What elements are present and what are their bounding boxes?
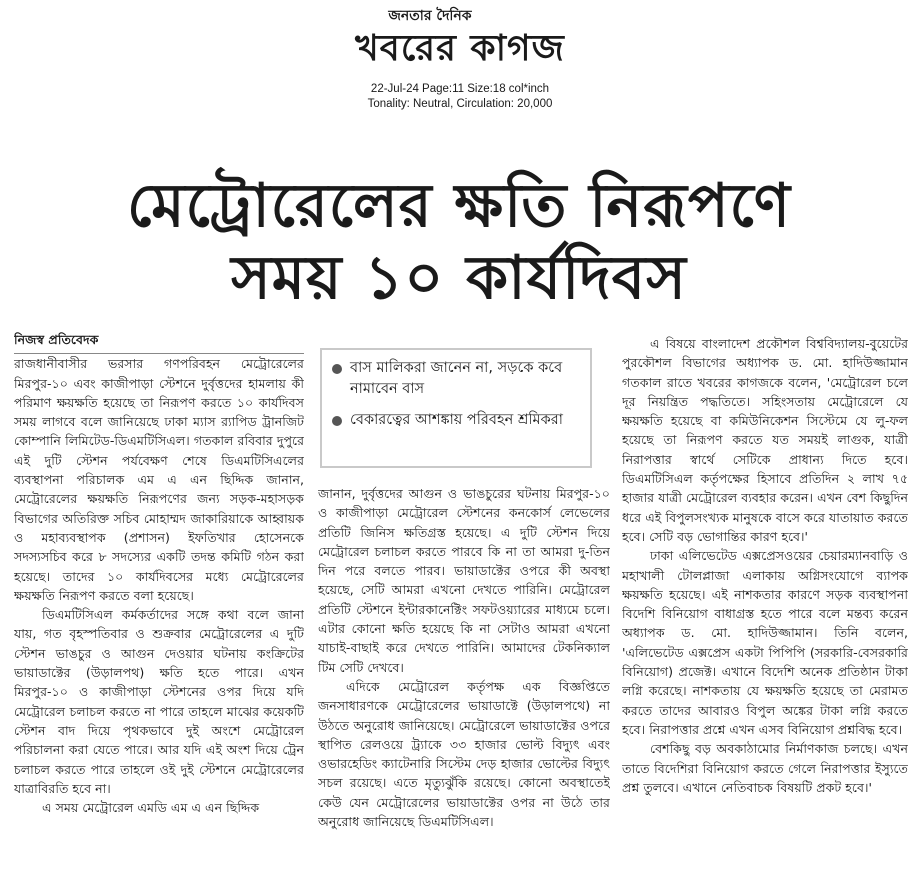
column-3-paragraph: বেশকিছু বড় অবকাঠামোর নির্মাণকাজ চলছে। এখন তাতে বিদেশিরা বিনিয়োগ করতে গেলে নিরাপত্তার ইস্যুতে প্রশ্ন তুলবে। এখানে নেতিবাচক বিষয়টি প্রকট হবে।' [622, 741, 908, 795]
meta-date-page-size: 22-Jul-24 Page:11 Size:18 col*inch [370, 83, 550, 95]
column-2-paragraph: জানান, দুর্বৃত্তদের আগুন ও ভাঙচুরের ঘটনায় মিরপুর-১০ ও কাজীপাড়া মেট্রোরেল স্টেশনের কনকোর্স লেভেলের প্রতিটি জিনিস ক্ষতিগ্রস্ত হয়েছে। এ দুটি স্টেশন দিয়ে মেট্রোরেল চলাচল করতে পারবে কি না তা আমরা দু-তিন দিন পরে বলতে পারব। ভায়াডাক্টের ওপরে কী অবস্থা হয়েছে, সেটি আমরা এখনো দেখতে পারিনি। মেট্রোরেল প্রতিটি স্টেশনে ইন্টারকানেক্টিং সফটওয়্যারের মাধ্যমে চলে। এটার কোনো ক্ষতি হয়েছে কি না সেটাও আমরা এখনো যাচাই-বাছাই করে দেখতে পারিনি। আমাদের টেকনিক্যাল টিম সেটি দেখবে। [318, 486, 610, 675]
highlight-item [332, 410, 580, 431]
bullet-icon [332, 364, 342, 374]
column-1-paragraph: ডিএমটিসিএল কর্মকর্তাদের সঙ্গে কথা বলে জানা যায়, গত বৃহস্পতিবার ও শুক্রবার মেট্রোরেলের এ দুটি স্টেশন ভাঙচুর ও আগুন দেওয়ার ঘটনায় কংক্রিটের ভায়াডাক্টের (উড়ালপথ) ক্ষতি হতে পারে। এখন মিরপুর-১০ ও কাজীপাড়া স্টেশনের ওপর দিয়ে যদি মেট্রোরেল চলাচল করতে না পারে তাহলে মাঝের কয়েকটি স্টেশন বাদ দিয়ে পৃথকভাবে দুই অংশে মেট্রোরেল পরিচালনা করা যেতে পারে। আর যদি এই অংশ দিয়ে ট্রেন চলাচল করতে পারে তাহলে ওই দুই স্টেশনে মেট্রোরেলের যাত্রাবিরতি হবে না। [14, 607, 304, 796]
column-1-paragraph: এ সময় মেট্রোরেল এমডি এম এ এন ছিদ্দিক [42, 800, 260, 816]
highlight-text: বাস মালিকরা জানেন না, সড়কে কবে নামাবেন বাস [350, 360, 563, 397]
highlight-item [332, 358, 580, 400]
clipping-meta [330, 82, 590, 112]
meta-tonality-circulation: Tonality: Neutral, Circulation: 20,000 [367, 98, 553, 110]
highlight-text: বেকারত্বের আশঙ্কায় পরিবহন শ্রমিকরা [350, 412, 563, 428]
column-2-paragraph: এদিকে মেট্রোরেল কর্তৃপক্ষ এক বিজ্ঞপ্তিতে জনসাধারণকে মেট্রোরেলের ভায়াডাক্টে (উড়ালপথে) না উঠতে অনুরোধ জানিয়েছে। মেট্রোরেলে ভায়াডাক্টের ওপরে স্থাপিত রেলওয়ে ট্র্যাকে ৩৩ হাজার ভোল্ট বিদ্যুৎ এবং ওভারহেডিং ক্যাটেনারি সিস্টেম দেড় হাজার ভোল্টের বিদ্যুৎ সচল রয়েছে। এতে মৃত্যুঝুঁকি রয়েছে। কোনো অবস্থাতেই কেউ যেন মেট্রোরেলের ভায়াডাক্টের ওপর না উঠে তার অনুরোধ জানিয়েছে ডিএমটিসিএল। [318, 678, 610, 830]
column-1-paragraph: রাজধানীবাসীর ভরসার গণপরিবহন মেট্রোরেলের মিরপুর-১০ এবং কাজীপাড়া স্টেশনে দুর্বৃত্তদের হামলায় কী পরিমাণ ক্ষয়ক্ষতি হয়েছে তা নিরূপণ করতে ১০ কার্যদিবস সময় লাগবে বলে জানিয়েছে ঢাকা ম্যাস র‍্যাপিড ট্রানজিট কোম্পানি লিমিটেড-ডিএমটিসিএল। গতকাল রবিবার দুপুরে এই দুটি স্টেশন পর্যবেক্ষণ শেষে ডিএমটিসিএলের ব্যবস্থাপনা পরিচালক এম এ এন ছিদ্দিক জানান, মেট্রোরেলের ক্ষয়ক্ষতি নিরূপণের জন্য সড়ক-মহাসড়ক বিভাগের অতিরিক্ত সচিব মোহাম্মদ জাকারিয়াকে আহ্বায়ক ও মহাব্যবস্থাপক (প্রশাসন) ইফতিখার হোসেনকে সদস্যসচিব করে ৮ সদস্যের একটি তদন্ত কমিটি গঠন করা হয়েছে। তাদের ১০ কার্যদিবসের মধ্যে মেট্রোরেলের ক্ষয়ক্ষতি নিরূপণ করতে বলা হয়েছে। [14, 356, 304, 603]
article-column-3 [622, 334, 908, 884]
newspaper-name: খবরের কাগজ [355, 28, 565, 69]
masthead-tagline: জনতার দৈনিক [388, 8, 472, 24]
article-column-2 [318, 484, 610, 880]
headline [0, 170, 918, 314]
column-3-paragraph: ঢাকা এলিভেটেড এক্সপ্রেসওয়ের চেয়ারম্যানবাড়ি ও মহাখালী টোলপ্লাজা এলাকায় অগ্নিসংযোগে ব্যাপক ক্ষয়ক্ষতি হয়েছে। এই নাশকতার কারণে সড়ক ব্যবস্থাপনা বিদেশি বিনিয়োগ বাধাগ্রস্ত হতে পারে বলে মন্তব্য করেন অধ্যাপক ড. মো. হাদিউজ্জামান। তিনি বলেন, 'এলিভেটেড এক্সপ্রেস একটা পিপিপি (সরকারি-বেসরকারি বিনিয়োগ) প্রজেক্ট। এখানে বিদেশি অনেক প্রতিষ্ঠান টাকা লগ্নি করেছে। নাশকতায় যে ক্ষয়ক্ষতি হয়েছে তা মেরামত করতে তাদের আবারও বিপুল অঙ্কের টাকা লগ্নি করতে হবে। নিরাপত্তার প্রশ্নে এখন এসব বিনিয়োগ প্রশ্নবিদ্ধ হবে। [622, 548, 908, 737]
article-column-1 [14, 330, 304, 880]
column-3-paragraph: এ বিষয়ে বাংলাদেশ প্রকৌশল বিশ্ববিদ্যালয়-বুয়েটের পুরকৌশল বিভাগের অধ্যাপক ড. মো. হাদিউজ্জামান গতকাল রাতে খবরের কাগজকে বলেন, 'মেট্রোরেল চলে দূর নিয়ন্ত্রিত পদ্ধতিতে। সহিংসতায় মেট্রোরেলে যে ক্ষয়ক্ষতি হয়েছে বা কমিউনিকেশন সিস্টেমে যে লু-ফল হয়েছে তা নিরূপণ করতে যত সময়ই লাগুক, যাত্রী নিরাপত্তার স্বার্থে সেটিকে প্রাধান্য দিতে হবে। ডিএমটিসিএল কর্তৃপক্ষের হিসাবে প্রতিদিন ২ লাখ ৭৫ হাজার যাত্রী মেট্রোরেল ব্যবহার করেন। এখন বেশ কিছুদিন ধরে এই বিপুলসংখ্যক মানুষকে বাসে করে যাতায়াত করতে হবে। সেটি বড় ভোগান্তির কারণ হবে।' [622, 336, 908, 544]
byline: নিজস্ব প্রতিবেদক [14, 330, 304, 354]
highlight-box [320, 348, 592, 468]
masthead [300, 4, 620, 70]
bullet-icon [332, 416, 342, 426]
headline-line-2: সময় ১০ কার্যদিবস [231, 243, 687, 313]
headline-line-1: মেট্রোরেলের ক্ষতি নিরূপণে [126, 171, 792, 241]
